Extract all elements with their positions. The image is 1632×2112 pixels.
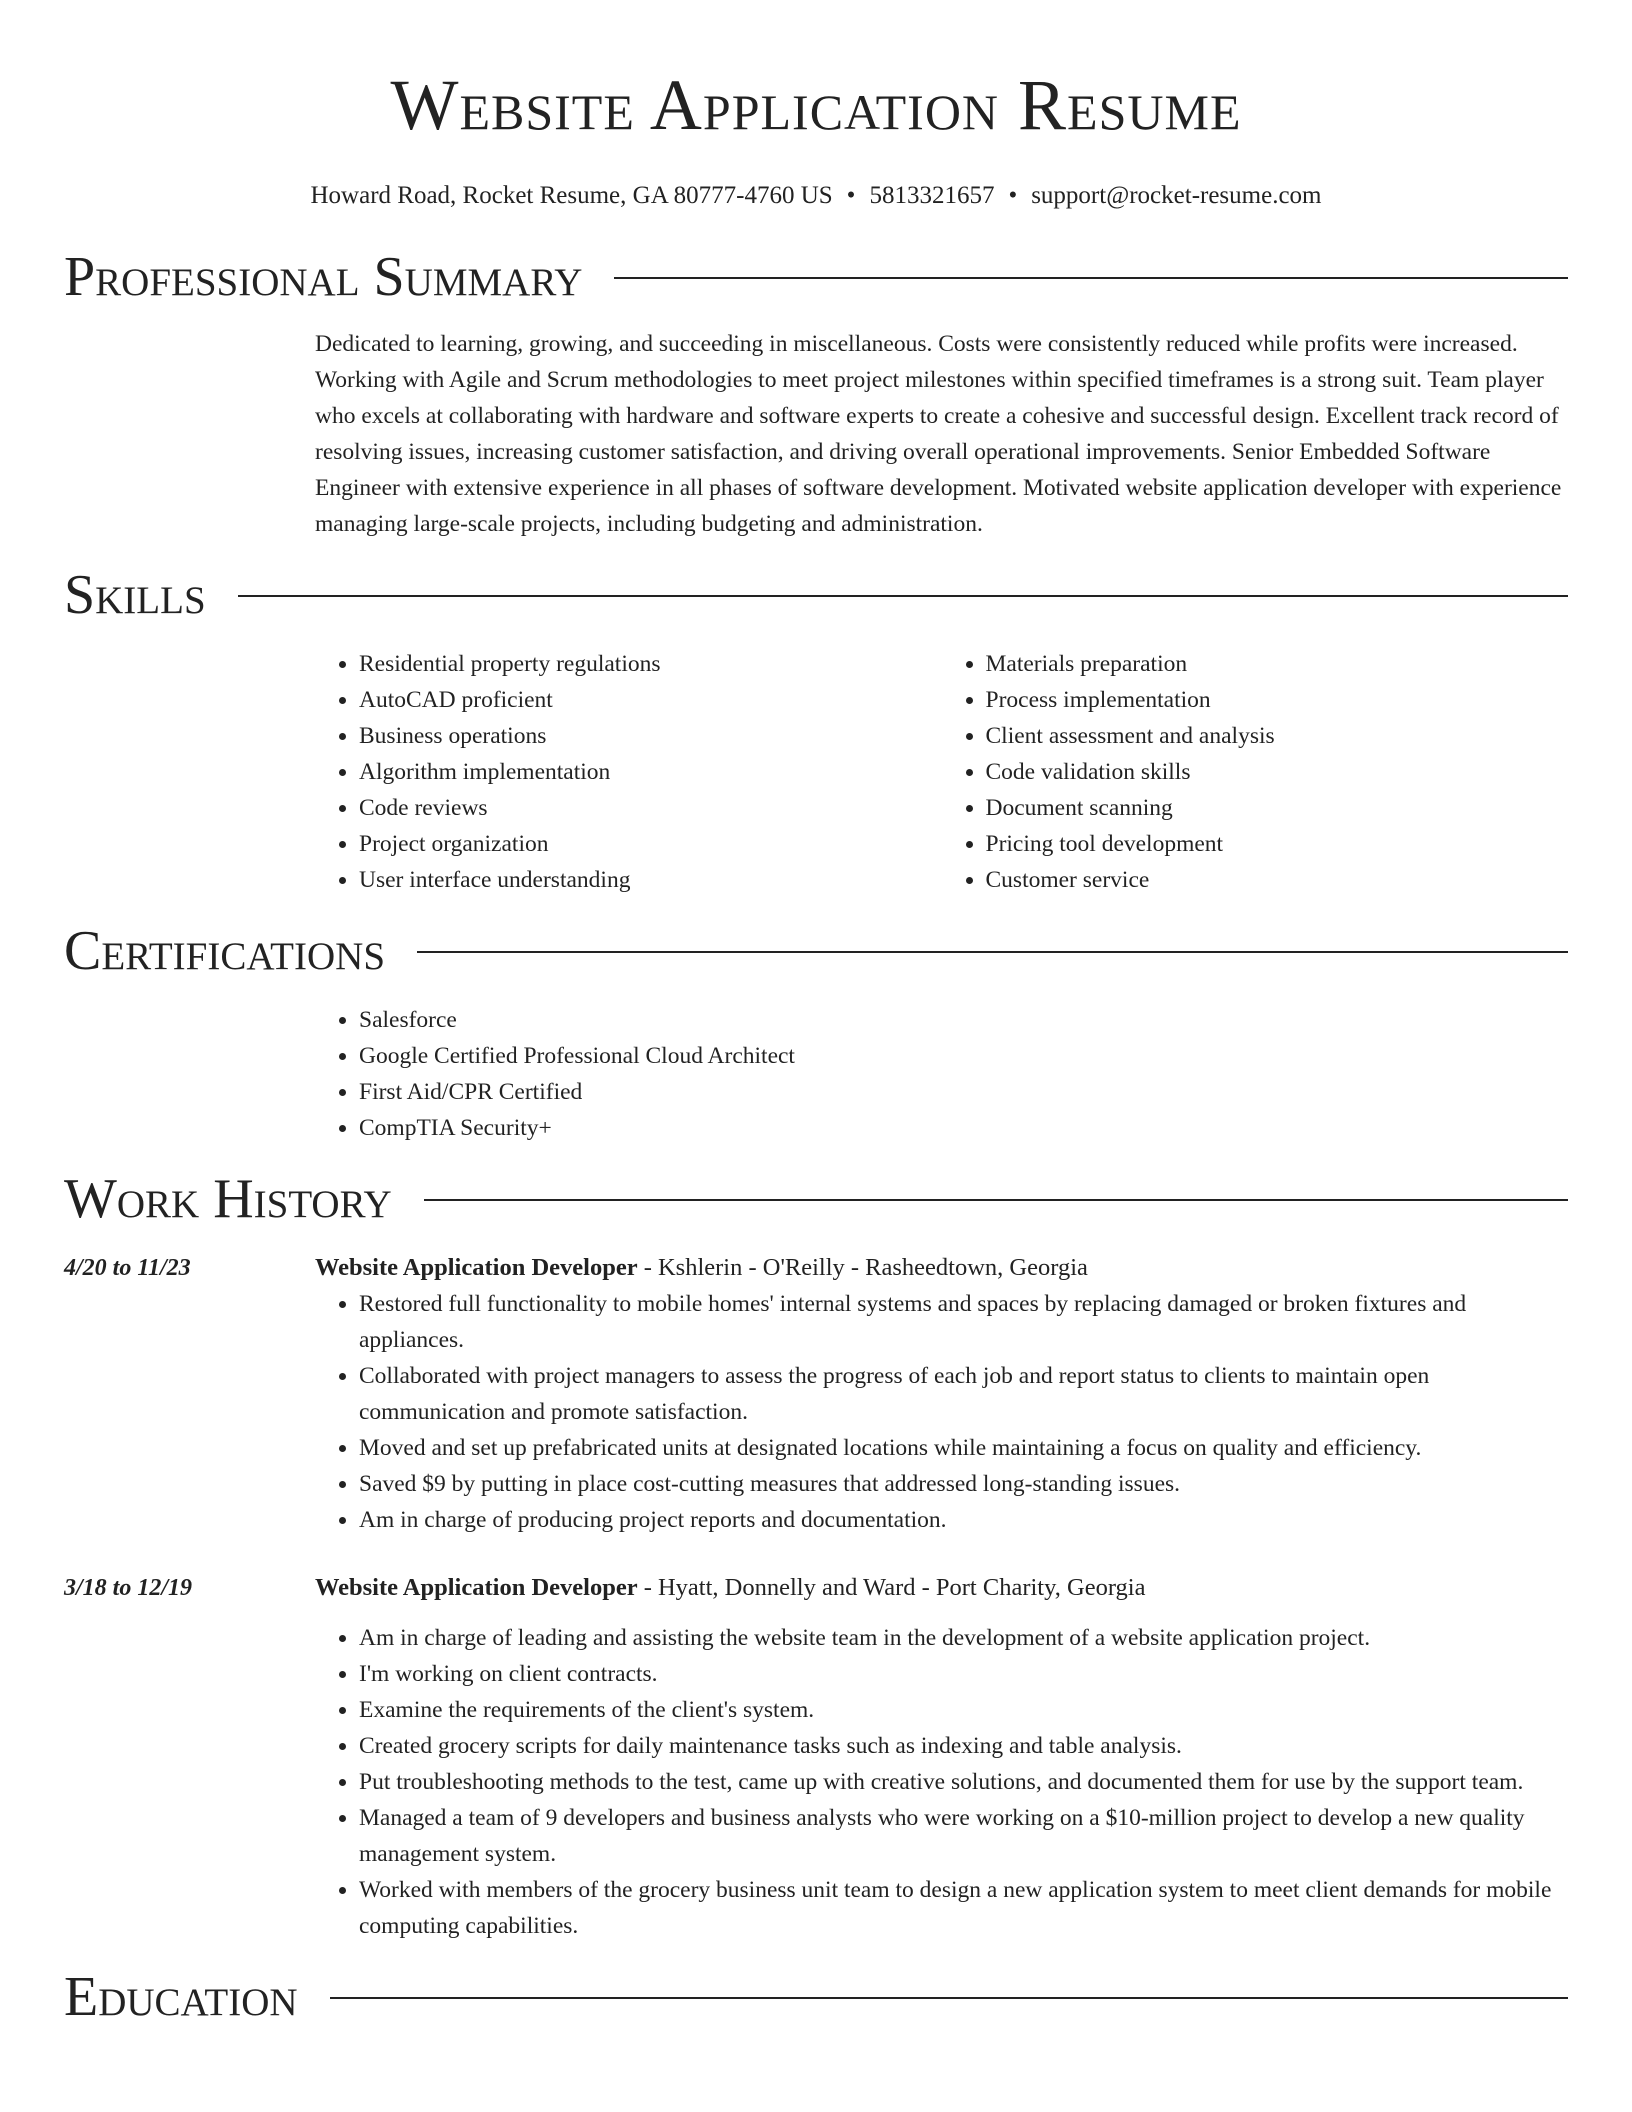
skill-item: • Code validation skills [986, 754, 1569, 790]
section-divider [238, 595, 1568, 597]
job-title: Website Application Developer [315, 1574, 638, 1601]
job-bullet: • Put troubleshooting methods to the test, came up with creative solutions, and documented them for use by the support team. [359, 1764, 1568, 1800]
job-bullets [315, 1286, 1568, 1538]
job-bullets [315, 1620, 1568, 1944]
job-bullet: • Am in charge of producing project reports and documentation. [359, 1502, 1568, 1538]
certification-item: • Salesforce [359, 1002, 1568, 1038]
skill-item: • Customer service [986, 862, 1569, 898]
job-header [315, 1250, 1568, 1286]
certification-item: • First Aid/CPR Certified [359, 1074, 1568, 1110]
contact-address: Howard Road, Rocket Resume, GA 80777-4760 US [310, 182, 833, 209]
contact-separator: • [846, 182, 856, 209]
skill-item: • Business operations [359, 718, 942, 754]
summary-section-heading [64, 244, 1568, 310]
skill-item: • Code reviews [359, 790, 942, 826]
skill-item: • Residential property regulations [359, 646, 942, 682]
section-divider [417, 951, 1568, 953]
section-divider [614, 277, 1568, 279]
job-bullet: • I'm working on client contracts. [359, 1656, 1568, 1692]
certifications-section [315, 1002, 1568, 1146]
skill-item: • AutoCAD proficient [359, 682, 942, 718]
certifications-list [315, 1002, 1568, 1146]
job-bullet: • Collaborated with project managers to assess the progress of each job and report status to clients to maintain open communication and promote satisfaction. [359, 1358, 1568, 1430]
certifications-section-heading [64, 918, 1568, 984]
skill-item: • Document scanning [986, 790, 1569, 826]
job-bullet: • Created grocery scripts for daily maintenance tasks such as indexing and table analysis. [359, 1728, 1568, 1764]
job-bullet: • Managed a team of 9 developers and business analysts who were working on a $10-million project to develop a new quality management system. [359, 1800, 1568, 1872]
job-dates: 4/20 to 11/23 [64, 1255, 191, 1281]
job-bullet: • Moved and set up prefabricated units at designated locations while maintaining a focus on quality and efficiency. [359, 1430, 1568, 1466]
job-company-location: - Kshlerin - O'Reilly - Rasheedtown, Georgia [637, 1254, 1088, 1281]
job-company-location: - Hyatt, Donnelly and Ward - Port Charity, Georgia [637, 1574, 1146, 1601]
skill-item: • User interface understanding [359, 862, 942, 898]
job-bullet: • Am in charge of leading and assisting the website team in the development of a website application project. [359, 1620, 1568, 1656]
job-bullet: • Worked with members of the grocery business unit team to design a new application system to meet client demands for mobile computing capabilities. [359, 1872, 1568, 1944]
skill-item: • Algorithm implementation [359, 754, 942, 790]
job-bullet: • Saved $9 by putting in place cost-cutting measures that addressed long-standing issues. [359, 1466, 1568, 1502]
education-section-heading [64, 1964, 1568, 2030]
summary-heading: Professional Summary [64, 246, 583, 308]
section-divider [424, 1199, 1568, 1201]
contact-info [64, 180, 1568, 212]
job-bullet: • Examine the requirements of the client's system. [359, 1692, 1568, 1728]
certifications-heading: Certifications [64, 920, 386, 982]
skills-heading: Skills [64, 564, 206, 626]
work-history-heading: Work History [64, 1168, 392, 1230]
job-header [315, 1570, 1568, 1606]
skill-item: • Project organization [359, 826, 942, 862]
skills-list-left [315, 646, 942, 898]
job-bullet: • Restored full functionality to mobile homes' internal systems and spaces by replacing damaged or broken fixtures and appliances. [359, 1286, 1568, 1358]
resume-page [64, 0, 1568, 2030]
certification-item: • Google Certified Professional Cloud Architect [359, 1038, 1568, 1074]
section-divider [330, 1997, 1568, 1999]
job-details [315, 1570, 1568, 1944]
certification-item: • CompTIA Security+ [359, 1110, 1568, 1146]
work-history-section-heading [64, 1166, 1568, 1232]
skill-item: • Materials preparation [986, 646, 1569, 682]
skills-list-right [942, 646, 1569, 898]
summary-text: Dedicated to learning, growing, and succeeding in miscellaneous. Costs were consistently reduced while profits were increased. Working with Agile and Scrum methodologies to meet project milestones within specified timeframes is a strong suit. Team player who excels at collaborating with hardware and software experts to create a cohesive and successful design. Excellent track record of resolving issues, increasing customer satisfaction, and driving overall operational improvements. Senior Embedded Software Engineer with extensive experience in all phases of software development. Motivated website application developer with experience managing large-scale projects, including budgeting and administration. [315, 331, 1562, 537]
skills-section-heading [64, 562, 1568, 628]
skills-section [315, 646, 1568, 898]
skills-columns [315, 646, 1568, 898]
skill-item: • Pricing tool development [986, 826, 1569, 862]
contact-email: support@rocket-resume.com [1031, 182, 1322, 209]
resume-title: Website Application Resume [390, 65, 1242, 145]
education-heading: Education [64, 1966, 298, 2028]
job-entry [64, 1570, 1568, 1944]
contact-separator: • [1008, 182, 1018, 209]
job-details [315, 1250, 1568, 1538]
skill-item: • Client assessment and analysis [986, 718, 1569, 754]
contact-phone: 5813321657 [869, 182, 995, 209]
summary-section [315, 326, 1568, 542]
job-entry [64, 1250, 1568, 1538]
job-title: Website Application Developer [315, 1254, 638, 1281]
skill-item: • Process implementation [986, 682, 1569, 718]
job-dates: 3/18 to 12/19 [64, 1575, 193, 1601]
